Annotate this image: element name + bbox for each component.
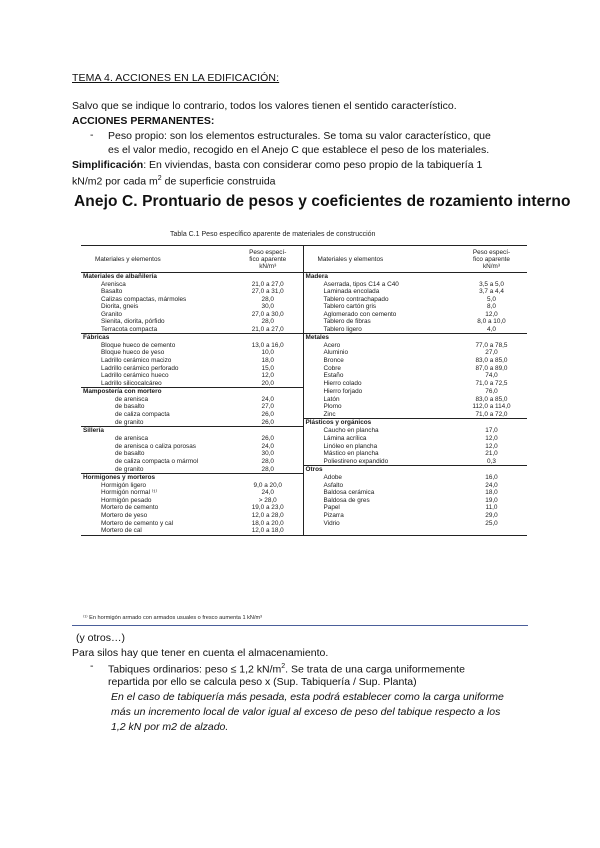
weight-value-left (233, 388, 303, 396)
table-row (81, 443, 527, 451)
material-name-left: Hormigón ligero (101, 481, 147, 489)
material-name-left: de basalto (115, 403, 145, 411)
table-row (81, 482, 527, 490)
table-row (81, 504, 527, 512)
header-weight-line-2: fico aparente (249, 256, 287, 263)
table-row (81, 303, 527, 311)
weight-value-right: 8,0 (487, 303, 496, 311)
material-name-left: Arenisca (101, 280, 126, 288)
material-name-right: Hierro forjado (303, 388, 456, 396)
weight-value-right: 3,7 a 4,4 (479, 288, 504, 296)
material-name-right: Asfalto (303, 482, 456, 490)
italic-line-1: En el caso de tabiquería más pesada, esta podrá establecer como la carga uniforme (111, 691, 504, 703)
material-name-right: Tablero contrachapado (303, 296, 456, 304)
table-row (81, 318, 527, 326)
material-name-right: Madera (303, 273, 456, 281)
material-name-right: Metales (303, 334, 456, 342)
table-row (81, 380, 527, 388)
material-name-right: Tablero cartón gris (303, 303, 456, 311)
weight-value-left: 26,0 (261, 434, 274, 442)
table-caption: Tabla C.1 Peso específico aparente de materiales de construcción (170, 231, 376, 238)
material-name-left: Ladrillo cerámico macizo (101, 357, 172, 365)
bullet-dash: - (90, 660, 94, 672)
table-row (81, 296, 527, 304)
weight-value-right: 3,5 a 5,0 (479, 280, 504, 288)
table-row (81, 349, 527, 357)
weight-value-left: 10,0 (261, 349, 274, 357)
material-name-right: Aluminio (303, 349, 456, 357)
table-row (81, 288, 527, 296)
weight-value-right: 25,0 (485, 519, 498, 527)
material-name-left: Mortero de cemento y cal (101, 519, 174, 527)
material-name-left: de granito (115, 418, 144, 426)
weight-value-right: 18,0 (485, 489, 498, 497)
permanent-actions-title: ACCIONES PERMANENTES: (72, 115, 215, 127)
weight-value-left: 28,0 (261, 318, 274, 326)
material-name-left: de arenisca o caliza porosas (115, 442, 196, 450)
weight-value-left: 18,0 (261, 357, 274, 365)
material-name-left: Bloque hueco de cemento (101, 341, 176, 349)
weight-value-left: 30,0 (261, 450, 274, 458)
table-row (81, 334, 527, 342)
material-name-right: Otros (303, 466, 456, 474)
material-name-left: de basalto (115, 450, 145, 458)
weight-value-left: 15,0 (261, 364, 274, 372)
weight-value-left: 26,0 (261, 418, 274, 426)
table-row (81, 372, 527, 380)
weight-value-right: 4,0 (487, 325, 496, 333)
material-name-right: Poliestireno expandido (303, 458, 456, 466)
material-name-right: Zinc (303, 411, 456, 419)
table-row (81, 474, 527, 482)
bullet-dash: - (90, 129, 94, 141)
weight-value-left: 27,0 (261, 403, 274, 411)
material-name-right: Aserrada, tipos C14 a C40 (303, 281, 456, 289)
material-name-right: Mástico en plancha (303, 450, 456, 458)
material-name-right: Aglomerado con cemento (303, 311, 456, 319)
weight-value-left: 18,0 a 20,0 (251, 519, 284, 527)
material-name-left: Bloque hueco de yeso (101, 349, 165, 357)
material-name-right: Papel (303, 504, 456, 512)
weight-value-left: 12,0 (261, 372, 274, 380)
weight-value-right: 19,0 (485, 496, 498, 504)
weight-value-right: 12,0 (485, 434, 498, 442)
material-name-right: Acero (303, 342, 456, 350)
material-name-right: Baldosa cerámica (303, 489, 456, 497)
materials-table (81, 245, 527, 536)
table-row (81, 273, 527, 281)
weight-value-right: 11,0 (485, 504, 498, 512)
material-name-right: Estaño (303, 372, 456, 380)
material-name-right: Tablero ligero (303, 326, 456, 334)
material-name-left: Hormigones y morteros (81, 474, 233, 482)
weight-value-left: 21,0 a 27,0 (251, 325, 284, 333)
weight-value-right: 112,0 a 114,0 (472, 403, 511, 411)
table-row (81, 403, 527, 411)
material-name-left: Terracota compacta (101, 325, 158, 333)
weight-value-left: 24,0 (261, 395, 274, 403)
bullet-2-text-end: . Se trata de una carga uniformemente (285, 663, 465, 676)
material-name-left: de granito (115, 465, 144, 473)
table-row (81, 489, 527, 497)
table-row (81, 311, 527, 319)
weight-value-right: 29,0 (485, 511, 498, 519)
material-name-left: Sillería (81, 427, 233, 435)
material-name-left: Mortero de cemento (101, 504, 159, 512)
material-name-right: Caucho en plancha (303, 427, 456, 435)
material-name-right: Baldosa de gres (303, 497, 456, 505)
header-weight-line-2: fico aparente (473, 256, 510, 263)
weight-value-left: 19,0 a 23,0 (251, 504, 284, 512)
table-row (81, 357, 527, 365)
bullet-2-text: Tabiques ordinarios: peso ≤ 1,2 kN/m (108, 663, 282, 676)
simplification-text: : En viviendas, basta con considerar como peso propio de la tabiquería 1 (143, 159, 483, 171)
material-name-left: Calizas compactas, mármoles (101, 295, 187, 303)
etc-text: (y otros…) (76, 632, 126, 644)
weight-value-left: 21,0 a 27,0 (251, 280, 284, 288)
material-name-left: Ladrillo cerámico perforado (101, 364, 179, 372)
table-footnote: ⁽¹⁾ En hormigón armado con armados usuales o fresco aumenta 1 kN/m³ (83, 615, 263, 621)
table-row (81, 427, 527, 435)
page-heading: TEMA 4. ACCIONES EN LA EDIFICACIÓN: (72, 72, 280, 84)
weight-value-right: 16,0 (485, 473, 498, 481)
weight-value-left (233, 334, 303, 342)
material-name-left: Granito (101, 310, 122, 318)
material-name-right (303, 527, 456, 535)
weight-value-right (456, 527, 527, 535)
material-name-right: Latón (303, 396, 456, 404)
material-name-right: Hierro colado (303, 380, 456, 388)
simplification-line-2-end: de superficie construida (161, 175, 276, 188)
weight-value-left (233, 427, 303, 435)
weight-value-left: 28,0 (261, 465, 274, 473)
weight-value-right: 71,0 a 72,5 (475, 379, 508, 387)
table-row (81, 497, 527, 505)
material-name-left: de caliza compacta (115, 410, 170, 418)
material-name-left: Hormigón normal ⁽¹⁾ (101, 489, 158, 497)
weight-value-right (456, 273, 527, 281)
superscript: 2 (281, 663, 286, 670)
material-name-right: Bronce (303, 357, 456, 365)
weight-value-right: 21,0 (485, 450, 498, 458)
table-row (81, 435, 527, 443)
weight-value-right: 24,0 (485, 481, 498, 489)
weight-value-right: 0,3 (487, 457, 496, 465)
intro-paragraph: Salvo que se indique lo contrario, todos los valores tienen el sentido característico. (72, 100, 457, 112)
material-name-right: Tablero de fibras (303, 318, 456, 326)
header-materials-left: Materiales y elementos (81, 246, 233, 273)
weight-value-right: 83,0 a 85,0 (475, 395, 508, 403)
header-weight-line-1: Peso especí- (472, 249, 511, 256)
weight-value-right: 17,0 (485, 426, 498, 434)
anejo-title: Anejo C. Prontuario de pesos y coeficientes de rozamiento interno (74, 193, 571, 210)
table-header-row (81, 246, 527, 273)
material-name-left: de arenisca (115, 395, 149, 403)
superscript: 2 (157, 175, 162, 182)
material-name-left: de arenisca (115, 434, 149, 442)
weight-value-right: 77,0 a 78,5 (475, 341, 508, 349)
table-row (81, 527, 527, 535)
material-name-right: Pizarra (303, 512, 456, 520)
table-row (81, 326, 527, 334)
weight-value-right: 71,0 a 72,0 (475, 410, 508, 418)
weight-value-right (456, 466, 527, 474)
material-name-left: Ladrillo silicocalcáreo (101, 379, 162, 387)
weight-value-left: 13,0 a 16,0 (251, 341, 284, 349)
material-name-left: de caliza compacta o mármol (115, 457, 199, 465)
weight-value-left: 27,0 a 31,0 (251, 288, 284, 296)
material-name-left: Diorita, gneis (101, 303, 139, 311)
bullet-1-line-1: Peso propio: son los elementos estructurales. Se toma su valor característico, que (108, 130, 491, 142)
header-weight-unit: kN/m³ (259, 263, 277, 270)
silos-text: Para silos hay que tener en cuenta el almacenamiento. (72, 647, 329, 659)
weight-value-right: 8,0 a 10,0 (477, 318, 506, 326)
table-row (81, 512, 527, 520)
material-name-right: Lámina acrílica (303, 435, 456, 443)
weight-value-right: 74,0 (485, 372, 498, 380)
table-row (81, 365, 527, 373)
weight-value-left: 9,0 a 20,0 (253, 481, 282, 489)
material-name-left: Sienita, diorita, pórfido (101, 318, 165, 326)
table-row (81, 281, 527, 289)
table-row (81, 458, 527, 466)
material-name-left: Mortero de yeso (101, 511, 148, 519)
table-row (81, 388, 527, 396)
weight-value-left: 28,0 (261, 457, 274, 465)
material-name-right: Laminada encolada (303, 288, 456, 296)
table-row (81, 450, 527, 458)
weight-value-left: 12,0 a 28,0 (251, 511, 284, 519)
material-name-left: Mampostería con mortero (81, 388, 233, 396)
weight-value-left: 26,0 (261, 410, 274, 418)
header-weight-right (456, 246, 527, 273)
simplification-line-2 (72, 172, 276, 189)
material-name-left: Fábricas (81, 334, 233, 342)
weight-value-left (233, 474, 303, 482)
material-name-left: Mortero de cal (101, 527, 142, 535)
bullet-1-line-2: es el valor medio, recogido en el Anejo C que establece el peso de los materiales. (108, 144, 490, 156)
weight-value-left: 12,0 a 18,0 (251, 527, 284, 535)
table-row (81, 419, 527, 427)
material-name-left: Hormigón pesado (101, 496, 152, 504)
weight-value-left: 28,0 (261, 295, 274, 303)
weight-value-left: 27,0 a 30,0 (251, 310, 284, 318)
weight-value-right: 12,0 (485, 442, 498, 450)
table-row (81, 342, 527, 350)
table-row (81, 396, 527, 404)
header-weight-left (233, 246, 303, 273)
material-name-right: Plomo (303, 403, 456, 411)
material-name-left: Ladrillo cerámico hueco (101, 372, 169, 380)
table-row (81, 411, 527, 419)
header-weight-unit: kN/m³ (482, 263, 501, 270)
table-row (81, 520, 527, 528)
weight-value-left: 30,0 (261, 303, 274, 311)
weight-value-right (456, 334, 527, 342)
header-materials-right: Materiales y elementos (303, 246, 456, 273)
material-name-right: Cobre (303, 365, 456, 373)
weight-value-left: 24,0 (261, 489, 274, 497)
table-row (81, 466, 527, 474)
weight-value-right: 5,0 (487, 295, 496, 303)
weight-value-right: 87,0 a 89,0 (475, 364, 508, 372)
weight-value-left: 24,0 (261, 442, 274, 450)
material-name-left: Basalto (101, 288, 123, 296)
table-body (81, 273, 527, 536)
weight-value-left: > 28,0 (258, 496, 277, 504)
divider-line (72, 625, 528, 626)
weight-value-right (456, 419, 527, 427)
weight-value-right: 83,0 a 85,0 (475, 357, 508, 365)
material-name-right: Vidrio (303, 520, 456, 528)
material-name-right: Adobe (303, 474, 456, 482)
simplification-line-2-text: kN/m2 por cada m (72, 175, 158, 188)
weight-value-right: 76,0 (485, 387, 498, 395)
weight-value-left: 20,0 (261, 379, 274, 387)
header-weight-line-1: Peso especí- (249, 249, 287, 256)
italic-line-2: más un incremento local de valor igual al exceso de peso del tabique respecto a los (111, 706, 501, 718)
italic-line-3: 1,2 kN por m2 de alzado. (111, 721, 229, 733)
weight-value-left (233, 273, 303, 281)
material-name-right: Plásticos y orgánicos (303, 419, 456, 427)
weight-value-right: 27,0 (485, 349, 498, 357)
material-name-left: Materiales de albañilería (83, 273, 157, 280)
simplification-label: Simplificación (72, 159, 144, 171)
bullet-2-line-2: repartida por ello se calcula peso x (Sup. Tabiquería / Sup. Planta) (108, 676, 417, 688)
weight-value-right: 12,0 (485, 310, 498, 318)
material-name-right: Linóleo en plancha (303, 443, 456, 451)
simplification-line-1 (72, 158, 482, 172)
